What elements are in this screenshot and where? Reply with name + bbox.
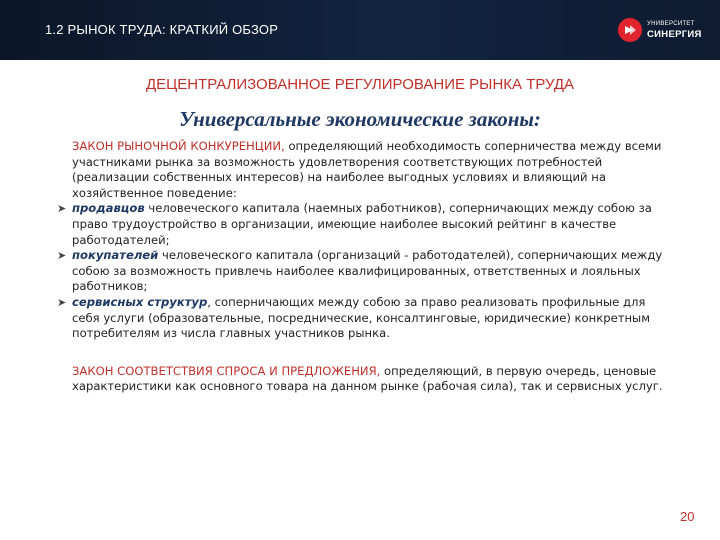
bullet-text: человеческого капитала (наемных работников), соперничающих между собою за право трудоустройство в организации, имеющие наиболее высокий рейтинг в качестве работодателей;	[72, 201, 652, 247]
law-heading-supply-demand: ЗАКОН СООТВЕТСТВИЯ СПРОСА И ПРЕДЛОЖЕНИЯ,	[72, 363, 381, 378]
section-title: 1.2 РЫНОК ТРУДА: КРАТКИЙ ОБЗОР	[45, 22, 279, 37]
logo-caption-top: УНИВЕРСИТЕТ	[647, 21, 695, 27]
logo-caption-bottom: СИНЕРГИЯ	[647, 29, 702, 40]
slide-body	[57, 139, 672, 395]
bullet-text: человеческого капитала (организаций - работодателей), соперничающих между собою за возможность привлечь наиболее квалифицированных, ответственных и лояльных работников;	[72, 248, 663, 294]
law-text-competition: определяющий необходимость соперничества между всеми участниками рынка за возможность удовлетворения соответствующих потребностей (реализации собственных интересов) на наиболее выгодных условиях и влияющий на хозяйственное поведение:	[72, 139, 662, 200]
law-text-supply-demand: определяющий, в первую очередь, ценовые характеристики как основного товара на данном рынке (рабочая сила), так и сервисных услуг.	[72, 363, 663, 394]
bullet-keyword: покупателей	[72, 248, 159, 263]
bullet-text: , соперничающих между собою за право реализовать профильные для себя услуги (образовательные, посреднические, консалтинговые, юридические) конкретным потребителям из числа главных участников рынка.	[72, 294, 650, 341]
slide-subtitle: Универсальные экономические законы:	[179, 107, 541, 131]
arrowhead-bullet-icon: ➤	[57, 249, 67, 263]
spacer	[72, 342, 672, 364]
law-heading-competition: ЗАКОН РЫНОЧНОЙ КОНКУРЕНЦИИ,	[72, 139, 285, 153]
list-item	[57, 248, 672, 295]
arrowhead-bullet-icon: ➤	[57, 202, 67, 216]
list-item	[57, 201, 672, 248]
law-paragraph-supply-demand	[72, 364, 672, 395]
header-bar	[0, 0, 720, 60]
slide-title: ДЕЦЕНТРАЛИЗОВАННОЕ РЕГУЛИРОВАНИЕ РЫНКА ТРУДА	[145, 76, 575, 93]
university-logo	[617, 17, 711, 43]
bullet-keyword: сервисных структур	[72, 294, 208, 309]
synergy-logo-icon	[617, 17, 643, 43]
page-number: 20	[680, 509, 695, 524]
arrowhead-bullet-icon: ➤	[57, 295, 67, 309]
bullet-keyword: продавцов	[72, 201, 145, 216]
law-paragraph-competition	[72, 139, 672, 201]
list-item	[57, 294, 672, 342]
